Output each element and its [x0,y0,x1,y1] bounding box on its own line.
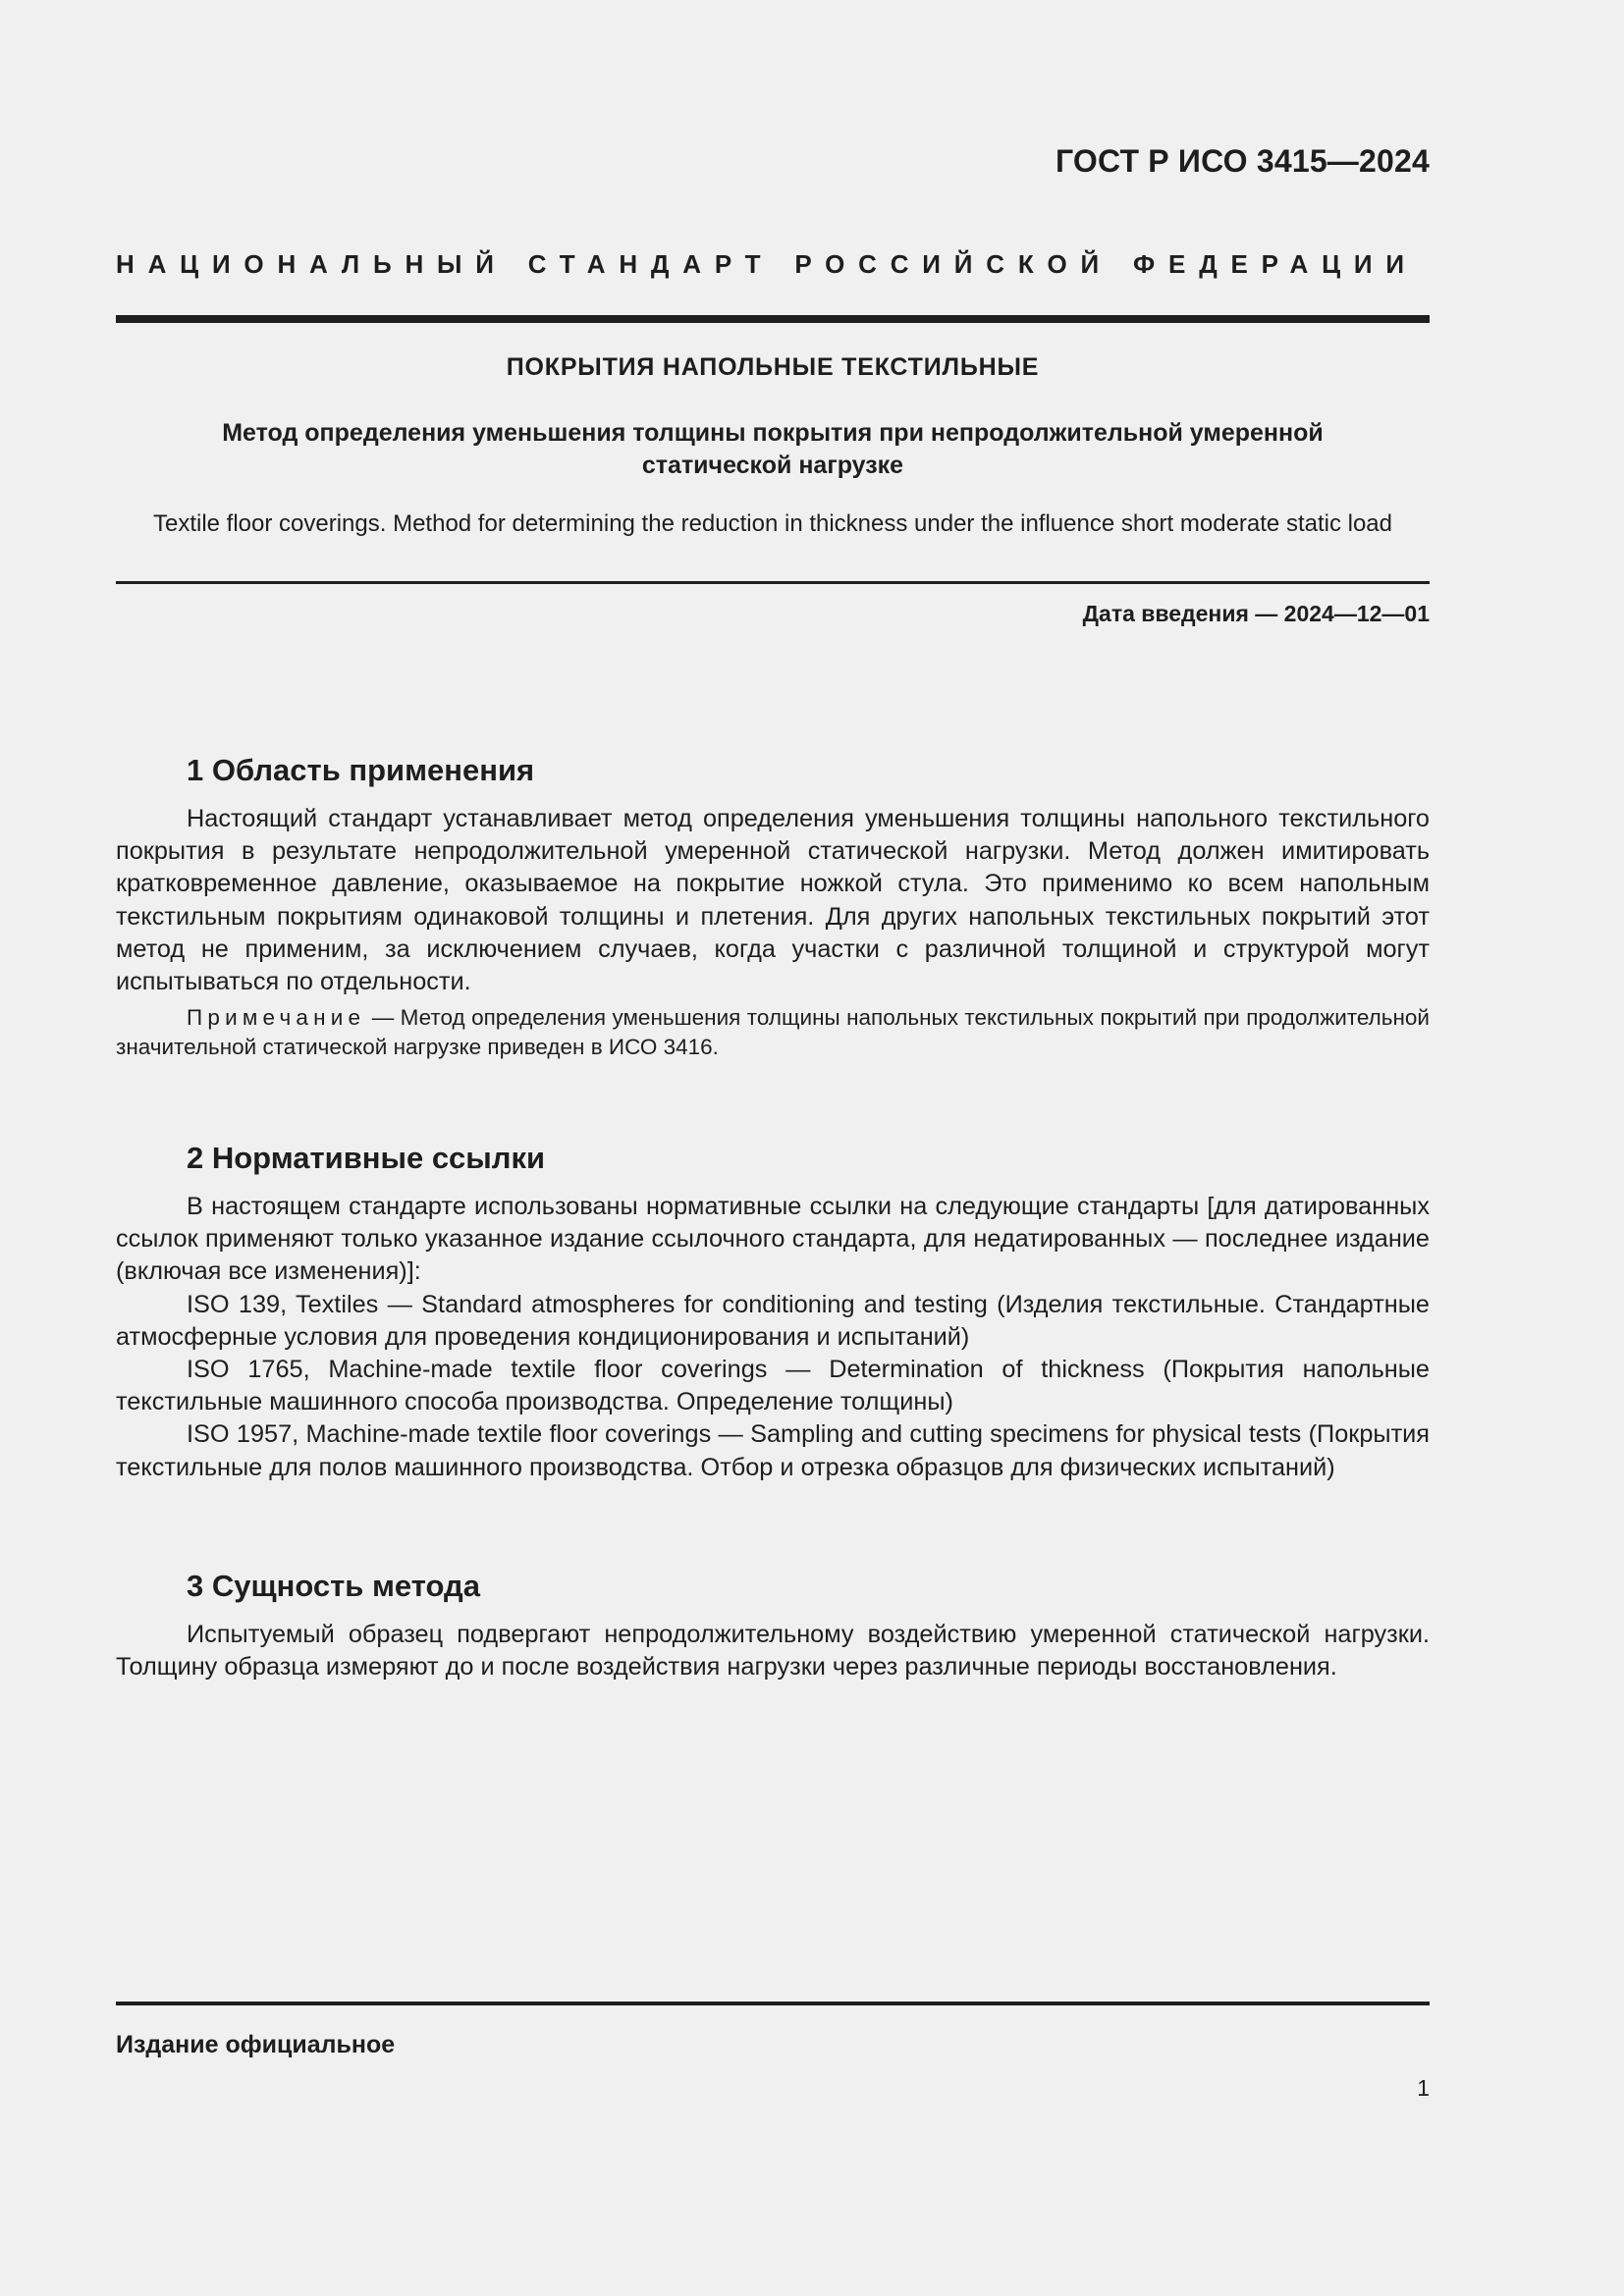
note-text: — Метод определения уменьшения толщины напольных текстильных покрытий при продолжительной значительной статической нагрузке приведен в ИСО 3416. [116,1005,1430,1060]
section-paragraph: В настоящем стандарте использованы нормативные ссылки на следующие стандарты [для датированных ссылок применяют только указанное издание ссылочного стандарта, для недатированных — последнее издание (включая все изменения)]: [116,1193,1430,1286]
note-label: Примечание [187,1005,366,1031]
document-subtitle-line-2: статической нагрузке [641,452,904,479]
document-page [116,0,1430,2296]
section-normative-references [116,1139,1430,1484]
standard-number: ГОСТ Р ИСО 3415—2024 [1055,143,1430,179]
section-method-essence [116,1567,1430,1683]
reference-item: ISO 1957, Machine-made textile floor coverings — Sampling and cutting specimens for physical tests (Покрытия текстильные для полов машинного производства. Отбор и отрезка образцов для физических испытаний) [116,1420,1430,1481]
section-heading: 2 Нормативные ссылки [187,1141,546,1175]
english-title: Textile floor coverings. Method for determining the reduction in thickness under the influence short moderate static load [152,510,1392,537]
section-heading: 1 Область применения [187,753,535,787]
page-number: 1 [1417,2075,1430,2101]
document-title: ПОКРЫТИЯ НАПОЛЬНЫЕ ТЕКСТИЛЬНЫЕ [506,353,1040,381]
official-edition-label: Издание официальное [116,2031,396,2058]
section-heading: 3 Сущность метода [187,1569,480,1603]
section-paragraph: Испытуемый образец подвергают непродолжительному воздействию умеренной статической нагрузки. Толщину образца измеряют до и после воздействия нагрузки через различные периоды восстановления. [116,1621,1430,1682]
reference-item: ISO 1765, Machine-made textile floor coverings — Determination of thickness (Покрытия напольные текстильные машинного способа производства. Определение толщины) [116,1356,1430,1416]
footer-rule [116,2002,1430,2005]
reference-item: ISO 139, Textiles — Standard atmospheres for conditioning and testing (Изделия текстильные. Стандартные атмосферные условия для проведения кондиционирования и испытаний) [116,1290,1430,1351]
document-subtitle [116,417,1430,482]
section-note [116,1003,1430,1062]
document-subtitle-line-1: Метод определения уменьшения толщины покрытия при непродолжительной умеренной [222,419,1324,447]
header-thick-rule [116,315,1430,323]
introduction-date: Дата введения — 2024—12—01 [1082,601,1430,626]
header-thin-rule [116,581,1430,584]
national-standard-caption: НАЦИОНАЛЬНЫЙ СТАНДАРТ РОССИЙСКОЙ ФЕДЕРАЦИИ [116,249,1418,279]
section-paragraph: Настоящий стандарт устанавливает метод определения уменьшения толщины напольного текстильного покрытия в результате непродолжительной умеренной статической нагрузки. Метод должен имитировать кратковременное давление, оказываемое на покрытие ножкой стула. Это применимо ко всем напольным текстильным покрытиям одинаковой толщины и плетения. Для других напольных текстильных покрытий этот метод не применим, за исключением случаев, когда участки с различной толщиной и структурой могут испытываться по отдельности. [116,805,1430,996]
section-scope [116,751,1430,1062]
